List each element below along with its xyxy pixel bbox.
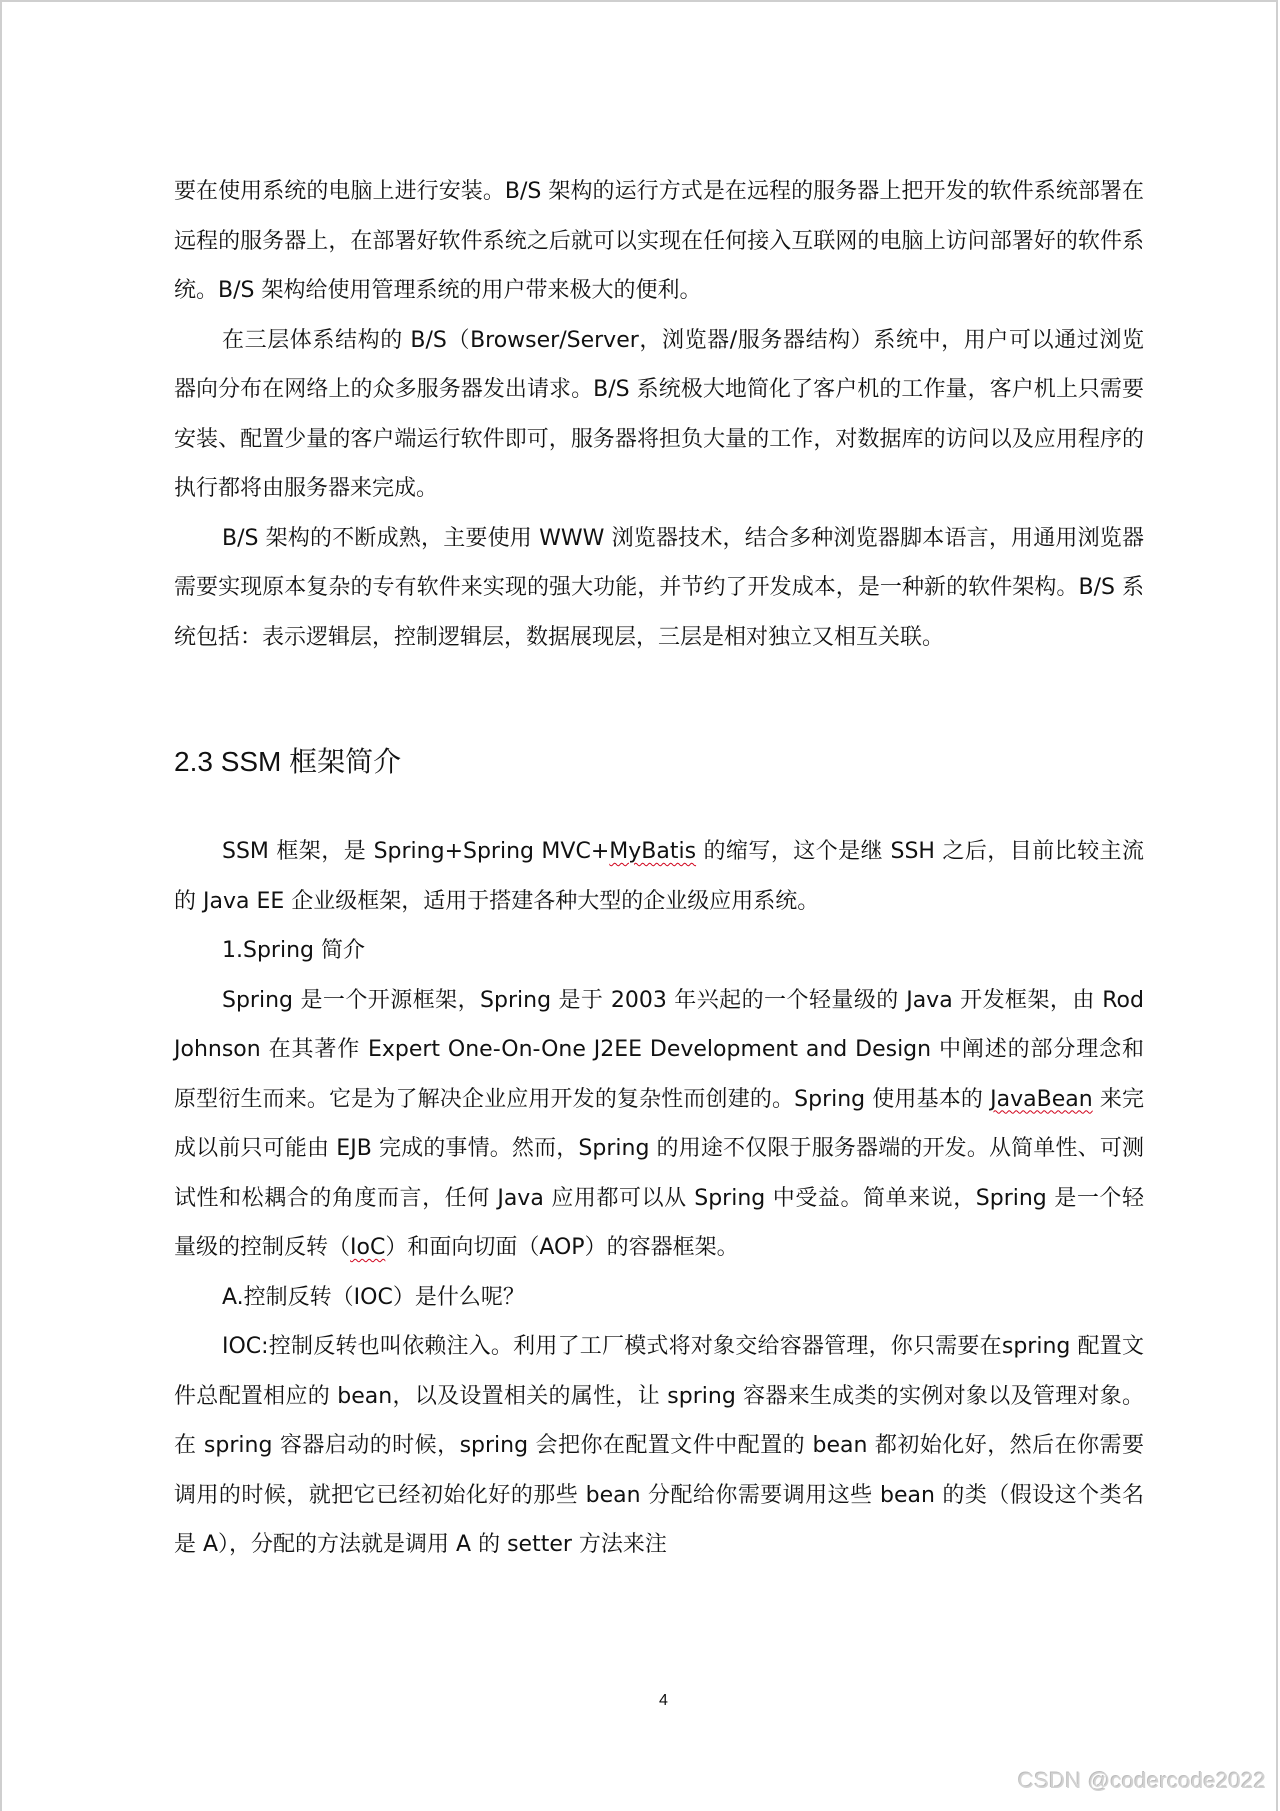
text-fragment: Spring 是一个开源框架，Spring 是于 2003 年兴起的一个轻量级的 Java 开发框架，由 Rod Johnson 在其著作 Expert One-On-One J2EE Development and Design 中阐述的部分理念和原型衍生而来。它是为了解决企业应用开发的复杂性而创建的。Spring 使用基本的 (174, 987, 1144, 1112)
spellcheck-flagged-word: JavaBean (990, 1086, 1093, 1112)
paragraph-bs-mature: B/S 架构的不断成熟，主要使用 WWW 浏览器技术，结合多种浏览器脚本语言，用通用浏览器需要实现原本复杂的专有软件来实现的强大功能，并节约了开发成本，是一种新的软件架构。B/S 系统包括：表示逻辑层，控制逻辑层，数据展现层，三层是相对独立又相互关联。 (174, 525, 1144, 650)
text-fragment: SSM 框架，是 Spring+Spring MVC+ (222, 839, 610, 864)
paragraph-spring (174, 976, 1144, 1273)
subheading-spring: 1.Spring 简介 (222, 938, 365, 963)
spellcheck-flagged-word: IoC (350, 1235, 386, 1260)
text-fragment: ）和面向切面（AOP）的容器框架。 (385, 1235, 739, 1260)
paragraph-three-tier: 在三层体系结构的 B/S（Browser/Server，浏览器/服务器结构）系统中，用户可以通过浏览器向分布在网络上的众多服务器发出请求。B/S 系统极大地简化了客户机的工作量，客户机上只需要安装、配置少量的客户端运行软件即可，服务器将担负大量的工作，对数据库的访问以及应用程序的执行都将由服务器来完成。 (174, 327, 1144, 501)
text-fragment: 来完成以前只可能由 EJB 完成的事情。然而，Spring 的用途不仅限于服务器端的开发。从简单性、可测试性和松耦合的角度而言，任何 Java 应用都可以从 Spring 中受益。简单来说，Spring 是一个轻量级的控制反转（ (174, 1086, 1144, 1260)
paragraph-ssm-intro (174, 827, 1144, 926)
page-body (174, 167, 1144, 1557)
section-heading: 2.3 SSM 框架简介 (174, 746, 402, 777)
subheading-ioc: A.控制反转（IOC）是什么呢？ (222, 1284, 525, 1310)
spellcheck-flagged-word: MyBatis (609, 839, 697, 864)
paragraph-bs-intro: 要在使用系统的电脑上进行安装。B/S 架构的运行方式是在远程的服务器上把开发的软件系统部署在远程的服务器上，在部署好软件系统之后就可以实现在任何接入互联网的电脑上访问部署好的软件系统。B/S 架构给使用管理系统的用户带来极大的便利。 (174, 179, 1144, 303)
text-fragment: 的缩写，这个是继 SSH 之后，目前比较主流的 Java EE 企业级框架，适用于搭建各种大型的企业级应用系统。 (174, 839, 1144, 914)
page-number: 4 (659, 1692, 668, 1709)
paragraph-ioc: IOC:控制反转也叫依赖注入。利用了工厂模式将对象交给容器管理，你只需要在spring 配置文件总配置相应的 bean，以及设置相关的属性，让 spring 容器来生成类的实例对象以及管理对象。在 spring 容器启动的时候，spring 会把你在配置文件中配置的 bean 都初始化好，然后在你需要调用的时候，就把它已经初始化好的那些 bean 分配给你需要调用这些 bean 的类（假设这个类名是 A），分配的方法就是调用 A 的 setter 方法来注 (174, 1334, 1144, 1557)
watermark: CSDN @codercode2022 (1018, 1768, 1267, 1793)
ssm-section-body (174, 827, 1144, 1570)
